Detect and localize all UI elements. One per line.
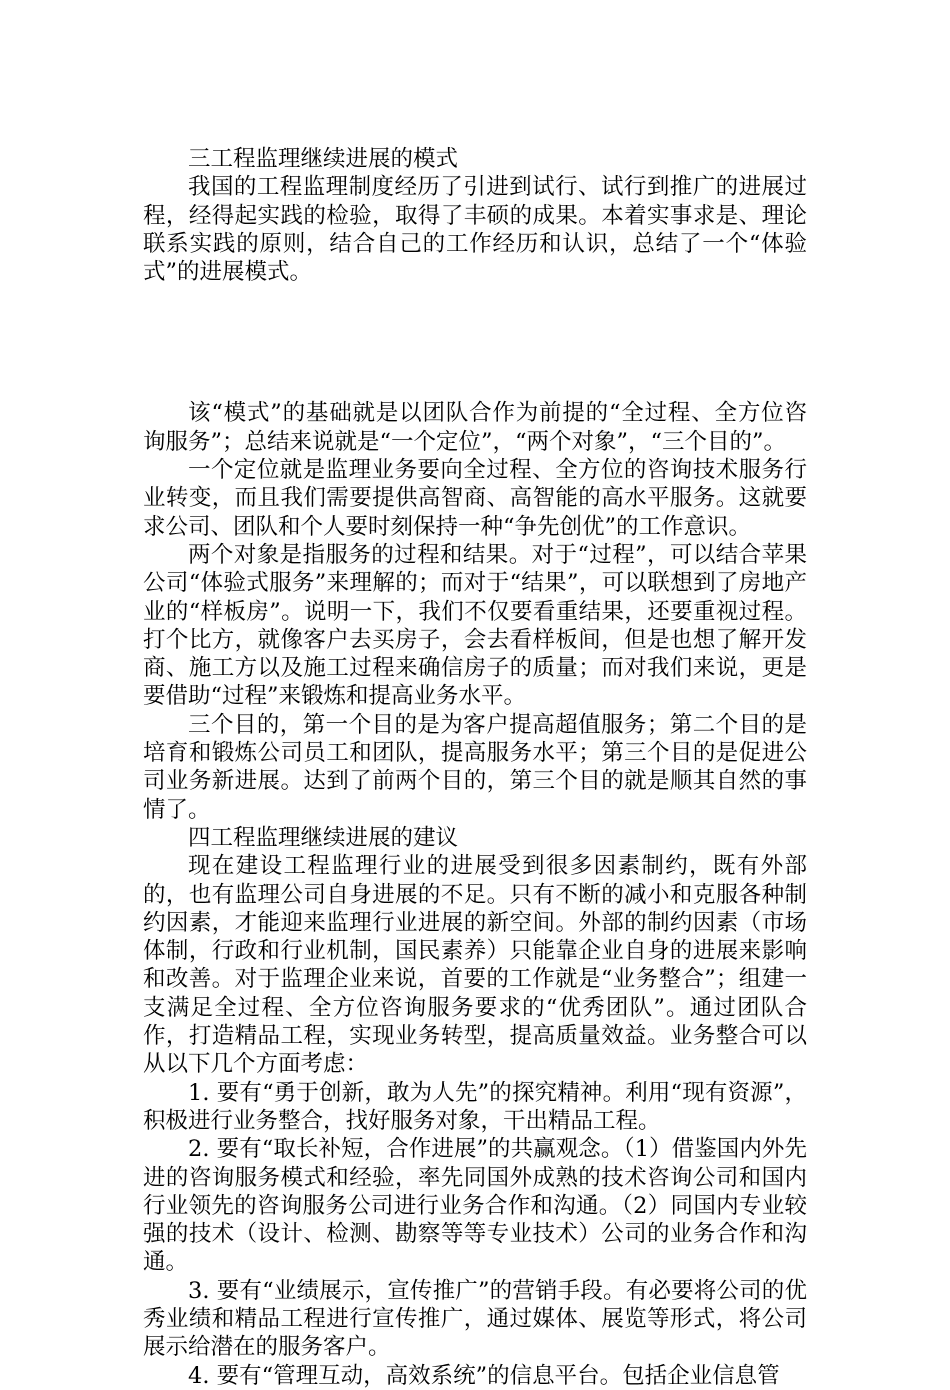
document-page bbox=[143, 145, 807, 1390]
section-4-heading: 四工程监理继续进展的建议 bbox=[188, 824, 459, 851]
list-item-3: 3. 要有“业绩展示，宣传推广”的营销手段。有必要将公司的优秀业绩和精品工程进行宣传推广，通过媒体、展览等形式，将公司展示给潜在的服务客户。 bbox=[143, 1277, 807, 1361]
section-3-heading: 三工程监理继续进展的模式 bbox=[188, 146, 459, 172]
paragraph-three-goals: 三个目的，第一个目的是为客户提高超值服务；第二个目的是培育和锻炼公司员工和团队，提高服务水平；第三个目的是促进公司业务新进展。达到了前两个目的，第三个目的就是顺其自然的事情了。 bbox=[143, 711, 807, 823]
paragraph-two-objects: 两个对象是指服务的过程和结果。对于“过程”，可以结合苹果公司“体验式服务”来理解的；而对于“结果”，可以联想到了房地产业的“样板房”。说明一下，我们不仅要看重结果，还要重视过程。打个比方，就像客户去买房子，会去看样板间，但是也想了解开发商、施工方以及施工过程来确信房子的质量；而对我们来说，更是要借助“过程”来锻炼和提高业务水平。 bbox=[143, 541, 807, 710]
paragraph-one-positioning: 一个定位就是监理业务要向全过程、全方位的咨询技术服务行业转变，而且我们需要提供高智商、高智能的高水平服务。这就要求公司、团队和个人要时刻保持一种“争先创优”的工作意识。 bbox=[143, 457, 807, 540]
paragraph-intro: 我国的工程监理制度经历了引进到试行、试行到推广的进展过程，经得起实践的检验，取得了丰硕的成果。本着实事求是、理论联系实践的原则，结合自己的工作经历和认识，总结了一个“体验式”的进展模式。 bbox=[143, 174, 807, 286]
list-item-2: 2. 要有“取长补短，合作进展”的共赢观念。（1）借鉴国内外先进的咨询服务模式和经验，率先同国外成熟的技术咨询公司和国内行业领先的咨询服务公司进行业务合作和沟通。（2）同国内专业较强的技术（设计、检测、勘察等等专业技术）公司的业务合作和沟通。 bbox=[143, 1136, 807, 1276]
paragraph-suggestions: 现在建设工程监理行业的进展受到很多因素制约，既有外部的，也有监理公司自身进展的不足。只有不断的减小和克服各种制约因素，才能迎来监理行业进展的新空间。外部的制约因素（市场体制，行政和行业机制，国民素养）只能靠企业自身的进展来影响和改善。对于监理企业来说，首要的工作就是“业务整合”；组建一支满足全过程、全方位咨询服务要求的“优秀团队”。通过团队合作，打造精品工程，实现业务转型，提高质量效益。业务整合可以从以下几个方面考虑： bbox=[143, 853, 807, 1078]
list-item-4: 4. 要有“管理互动，高效系统”的信息平台。包括企业信息管 bbox=[188, 1362, 780, 1389]
list-item-1: 1. 要有“勇于创新，敢为人先”的探究精神。利用“现有资源”，积极进行业务整合，找好服务对象，干出精品工程。 bbox=[143, 1079, 807, 1134]
blank-gap bbox=[143, 286, 807, 399]
paragraph-model-basis: 该“模式”的基础就是以团队合作为前提的“全过程、全方位咨询服务”；总结来说就是“一个定位”，“两个对象”，“三个目的”。 bbox=[143, 400, 807, 455]
